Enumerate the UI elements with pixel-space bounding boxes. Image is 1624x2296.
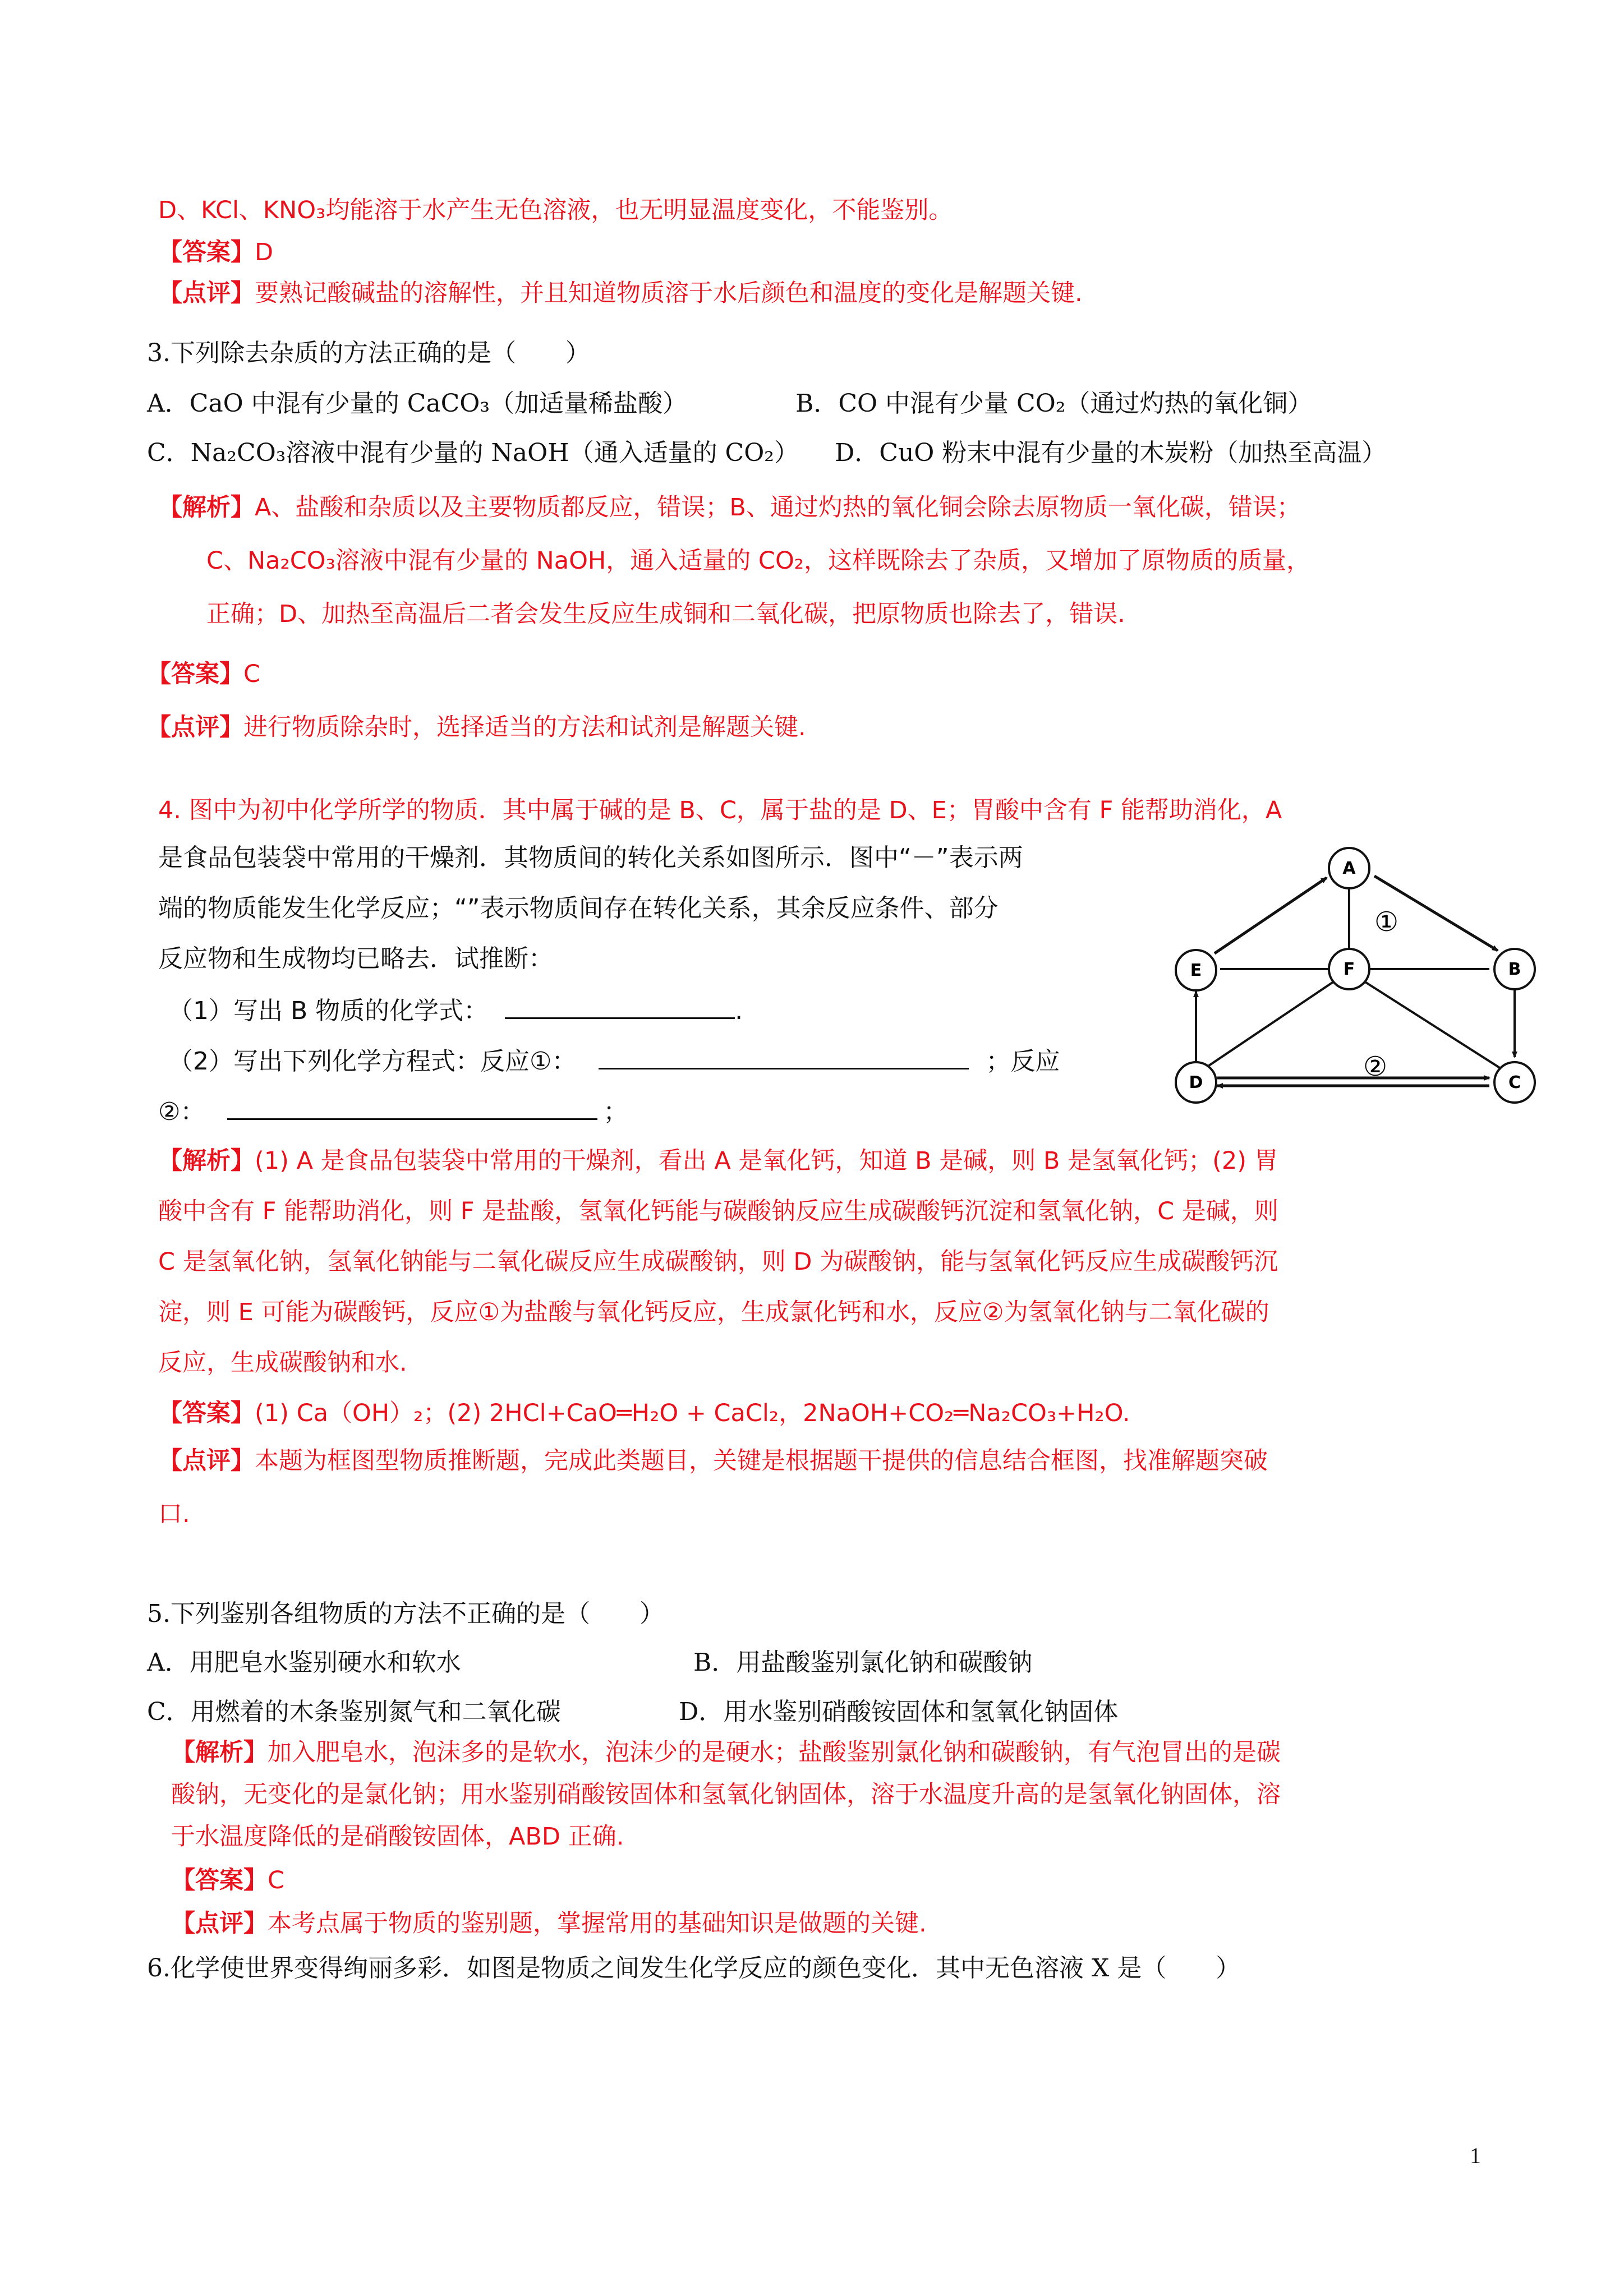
node-c	[1494, 1062, 1535, 1103]
q4-answer	[158, 1396, 1130, 1430]
answer-value: D	[255, 238, 274, 266]
comment-text: 本题为框图型物质推断题，完成此类题目，关键是根据题干提供的信息结合框图，找准解题突破	[255, 1447, 1268, 1475]
answer-value: C	[268, 1866, 285, 1894]
answer-blank-2[interactable]	[599, 1043, 969, 1069]
reaction-mark-1: ①	[1374, 906, 1399, 938]
node-a	[1329, 848, 1369, 888]
answer-tag: 【答案】	[171, 1866, 268, 1894]
page-number: 1	[1470, 2143, 1481, 2168]
q4-sub-2b	[158, 1094, 628, 1129]
comment-tag: 【点评】	[147, 713, 243, 741]
analysis-text: (1) A 是食品包装袋中常用的干燥剂，看出 A 是氧化钙，知道 B 是碱，则 B 是氢氧化钙；(2) 胃	[255, 1147, 1278, 1175]
q6-stem: 6.化学使世界变得绚丽多彩．如图是物质之间发生化学反应的颜色变化．其中无色溶液 X 是（ ）	[147, 1954, 1241, 1983]
answer-value: (1) Ca（OH）₂；(2) 2HCl+CaO═H₂O + CaCl₂，2NaOH+CO₂═Na₂CO₃+H₂O.	[255, 1399, 1130, 1427]
sub2b-label: ②：	[158, 1098, 205, 1126]
q4-comment-line-2: 口.	[158, 1500, 190, 1528]
comment-tag: 【点评】	[158, 1447, 255, 1475]
node-f-label: F	[1343, 960, 1355, 979]
comment-text: 进行物质除杂时，选择适当的方法和试剂是解题关键.	[243, 713, 806, 741]
sub1-label: （1）写出 B 物质的化学式：	[168, 997, 489, 1025]
q4-sub-2	[168, 1043, 1060, 1078]
comment-text: 本考点属于物质的鉴别题，掌握常用的基础知识是做题的关键.	[268, 1910, 927, 1938]
answer-blank-3[interactable]	[227, 1094, 597, 1120]
q5-analysis-line-2: 酸钠，无变化的是氯化钠；用水鉴别硝酸铵固体和氢氧化钠固体，溶于水温度升高的是氢氧化钠固体，溶	[171, 1781, 1281, 1809]
analysis-tag: 【解析】	[158, 494, 255, 522]
q3-analysis-line-2: C、Na₂CO₃溶液中混有少量的 NaOH，通入适量的 CO₂，这样既除去了杂质，又增加了原物质的质量，	[206, 547, 1311, 575]
q3-option-d: D．CuO 粉末中混有少量的木炭粉（加热至高温）	[835, 439, 1387, 467]
answer-blank-1[interactable]	[505, 993, 735, 1019]
node-b-label: B	[1508, 960, 1521, 979]
q3-option-b: B．CO 中混有少量 CO₂（通过灼热的氧化铜）	[795, 389, 1313, 418]
analysis-tag: 【解析】	[171, 1739, 268, 1767]
analysis-text: 加入肥皂水，泡沫多的是软水，泡沫少的是硬水；盐酸鉴别氯化钠和碳酸钠，有气泡冒出的是碳	[268, 1739, 1281, 1767]
analysis-tag: 【解析】	[158, 1147, 255, 1175]
q3-analysis-line-1	[158, 491, 1301, 524]
q5-analysis-line-1	[171, 1736, 1281, 1769]
q5-comment	[171, 1907, 927, 1940]
reaction-mark-2: ②	[1363, 1051, 1388, 1082]
q4-comment-line-1	[158, 1444, 1268, 1478]
q4-analysis-line-1	[158, 1144, 1278, 1178]
node-d-label: D	[1189, 1073, 1203, 1092]
q5-option-a: A．用肥皂水鉴别硬水和软水	[147, 1648, 461, 1677]
q3-comment	[147, 711, 806, 744]
q2-analysis-line: D、KCl、KNO₃均能溶于水产生无色溶液，也无明显温度变化，不能鉴别。	[158, 196, 953, 224]
node-d	[1176, 1062, 1216, 1103]
sub2-mid: ；反应	[986, 1047, 1060, 1076]
q3-option-c: C．Na₂CO₃溶液中混有少量的 NaOH（通入适量的 CO₂）	[147, 439, 799, 467]
q5-option-d: D．用水鉴别硝酸铵固体和氢氧化钠固体	[679, 1698, 1119, 1726]
edge-f-d	[1209, 981, 1334, 1066]
q5-option-b: B．用盐酸鉴别氯化钠和碳酸钠	[693, 1648, 1033, 1677]
node-a-label: A	[1342, 859, 1356, 878]
q4-analysis-line-5: 反应，生成碳酸钠和水.	[158, 1349, 407, 1377]
answer-value: C	[243, 660, 261, 688]
sub2-label: （2）写出下列化学方程式：反应①：	[168, 1047, 577, 1076]
q4-stem-line-1: 4. 图中为初中化学所学的物质．其中属于碱的是 B、C，属于盐的是 D、E；胃酸中含有 F 能帮助消化，A	[158, 796, 1282, 824]
q5-analysis-line-3: 于水温度降低的是硝酸铵固体，ABD 正确.	[171, 1823, 624, 1851]
node-f	[1329, 949, 1369, 989]
q4-stem-line-2b: 是食品包装袋中常用的干燥剂．其物质间的转化关系如图所示．图中“－”表示两	[158, 843, 1023, 872]
sub2-end: ；	[603, 1098, 628, 1126]
comment-tag: 【点评】	[158, 279, 255, 307]
node-b	[1494, 949, 1535, 989]
q5-option-c: C．用燃着的木条鉴别氮气和二氧化碳	[147, 1698, 561, 1726]
q2-answer	[158, 236, 273, 269]
analysis-text: A、盐酸和杂质以及主要物质都反应，错误；B、通过灼热的氧化铜会除去原物质一氧化碳，错误；	[255, 494, 1301, 522]
q4-relation-diagram	[1156, 836, 1559, 1133]
node-c-label: C	[1508, 1073, 1521, 1092]
answer-tag: 【答案】	[147, 660, 243, 688]
q3-stem: 3.下列除去杂质的方法正确的是（ ）	[147, 339, 590, 367]
node-e-label: E	[1190, 961, 1202, 980]
answer-tag: 【答案】	[158, 238, 255, 266]
comment-tag: 【点评】	[171, 1910, 268, 1938]
q3-answer	[147, 657, 260, 691]
edge-e-a	[1214, 878, 1327, 953]
q5-answer	[171, 1864, 284, 1897]
q4-stem-line-4: 反应物和生成物均已略去．试推断：	[158, 944, 553, 973]
q4-stem-line-3: 端的物质能发生化学反应；“”表示物质间存在转化关系，其余反应条件、部分	[158, 894, 999, 923]
q4-analysis-line-3: C 是氢氧化钠，氢氧化钠能与二氧化碳反应生成碳酸钠，则 D 为碳酸钠，能与氢氧化钙反应生成碳酸钙沉	[158, 1248, 1278, 1276]
q3-analysis-line-3: 正确；D、加热至高温后二者会发生反应生成铜和二氧化碳，把原物质也除去了，错误.	[206, 600, 1125, 628]
q4-analysis-line-2: 酸中含有 F 能帮助消化，则 F 是盐酸，氢氧化钙能与碳酸钠反应生成碳酸钙沉淀和氢氧化钠，C 是碱，则	[158, 1197, 1278, 1225]
q4-analysis-line-4: 淀，则 E 可能为碳酸钙，反应①为盐酸与氧化钙反应，生成氯化钙和水，反应②为氢氧化钠与二氧化碳的	[158, 1298, 1269, 1326]
q3-option-a: A．CaO 中混有少量的 CaCO₃（加适量稀盐酸）	[147, 389, 687, 418]
q2-comment	[158, 276, 1083, 310]
comment-text: 要熟记酸碱盐的溶解性，并且知道物质溶于水后颜色和温度的变化是解题关键.	[255, 279, 1083, 307]
q4-sub-1	[168, 993, 743, 1028]
node-e	[1176, 950, 1216, 990]
q5-stem: 5.下列鉴别各组物质的方法不正确的是（ ）	[147, 1599, 664, 1628]
sub1-end: .	[735, 997, 743, 1025]
answer-tag: 【答案】	[158, 1399, 255, 1427]
